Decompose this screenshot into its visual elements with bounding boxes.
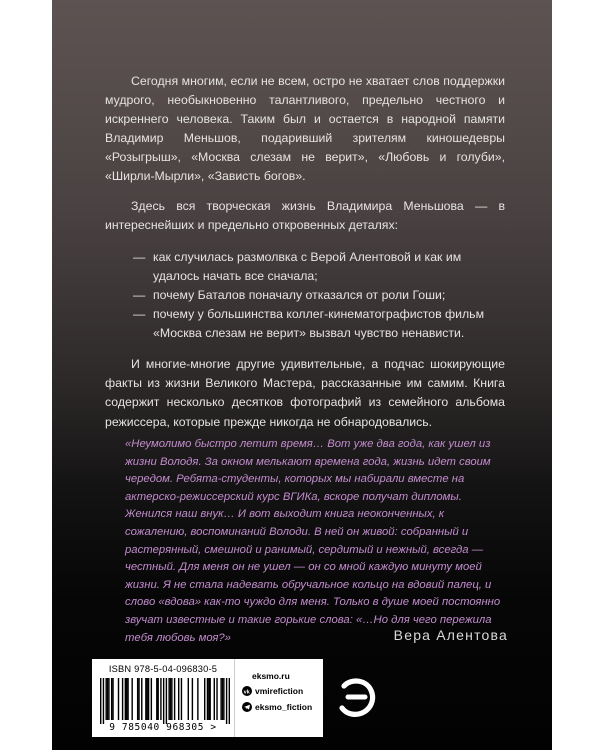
barcode-bar [111,678,112,720]
barcode-bar [141,678,142,720]
list-item-text: как случилась размолвка с Верой Алентовой и как им удалось начать все сначала; [153,249,462,283]
barcode-bar [112,678,113,720]
list-item [105,248,505,286]
barcode-bar [108,678,109,720]
vk-link[interactable] [242,686,303,696]
site-link[interactable]: eksmo.ru [252,671,290,681]
barcode-bar [145,678,146,720]
barcode-bar [220,678,221,720]
annotation-paragraph-2: Здесь вся творческая жизнь Владимира Меньшова — в интереснейших и предельно откровенных деталях: [105,198,505,232]
topics-list [105,248,505,343]
list-item [105,286,505,305]
barcode-bar [105,678,106,720]
dash-bullet: — [133,307,146,322]
list-item-text: почему у большинства коллег-кинематографистов фильм «Москва слезам не верит» вызвал чувство ненависти. [153,307,485,341]
barcode-bar [181,678,182,720]
barcode-bar [216,678,217,720]
barcode-bar [229,678,230,724]
barcode-bar [192,678,193,720]
barcode-bar [100,678,101,724]
barcode-bar [151,678,152,720]
annotation-paragraph-3: И многие-многие другие удивительные, а подчас шокирующие факты из жизни Великого Мастера, рассказанные им самим. Книга содержит несколько десятков фотографий из семейного альбома режиссера, которые прежде никогда не обнародовались. [105,357,505,429]
barcode-bar [209,678,210,720]
barcode-bar [197,678,198,720]
barcode-bars [100,678,230,724]
barcode-bar [163,678,164,724]
isbn-label: ISBN 978-5-04-096830-5 [108,664,218,674]
barcode-bar [118,678,119,720]
barcode-bar [160,678,161,720]
barcode-bar [188,678,189,720]
list-item [105,305,505,343]
barcode-bar [222,678,223,720]
quote-author: Вера Алентова [393,627,508,643]
barcode-bar [174,678,175,720]
list-item-text: почему Баталов поначалу отказался от роли Гоши; [153,287,446,302]
barcode-bar [131,678,132,720]
barcode-bar [223,678,224,720]
annotation-paragraph-1: Сегодня многим, если не всем, остро не хватает слов поддержки мудрого, необыкновенно талантливого, предельно честного и искреннего человека. Таким был и остается в народной памяти Владимир Меньшов, подаривший зрителям киношедевры «Розыгрыш», «Москва слезам не верит», «Любовь и голуби», «Ширли-Мырли», «Зависть богов». [105,74,505,184]
barcode-bar [156,678,157,720]
barcode-bar [168,678,169,720]
vk-icon [242,686,252,696]
annotation-text [105,72,505,445]
telegram-link[interactable] [242,702,312,712]
barcode-panel [92,659,234,737]
barcode-bar [122,678,123,720]
barcode-bar [226,678,227,724]
svg-text:vk: vk [243,689,250,696]
barcode-bar [147,678,148,720]
barcode-bar [178,678,179,720]
barcode-bar [126,678,127,720]
telegram-handle: eksmo_fiction [255,702,313,712]
book-back-cover [52,0,552,750]
barcode-bar [125,678,126,720]
vk-handle: vmirefiction [255,686,304,696]
quote-text: «Неумолимо быстро летит время… Вот уже два года, как ушел из жизни Володя. За окном мелькают времена года, жизнь идет своим чередом. Ребята-студенты, которых мы набирали вместе на актерско-режиссерский курс ВГИКа, вскоре получат дипломы. Женился наш внук… И вот выходит книга неоконченных, к сожалению, воспоминаний Володи. В ней он живой: собранный и растерянный, смешной и ранимый, сердитый и нежный, всегда — честный. Для меня он не ушел — он со мной каждую минуту моей жизни. Я не стала надевать обручальное кольцо на вдовий палец, и слово «вдова» как-то чуждо для меня. Только в душе моей постоянно звучат известные и такие горькие слова: «…Но для чего пережила тебя любовь моя?» [125,438,501,644]
barcode-bar [171,678,172,720]
barcode-number: 9 785040 968305 > [109,722,217,733]
eksmo-logo-icon [335,675,377,719]
quote-block [125,436,505,647]
dash-bullet: — [133,287,146,302]
barcode-bar [166,678,167,724]
barcode-bar [103,678,104,724]
barcode-bar [208,678,209,720]
barcode-bar [157,678,158,720]
barcode-bar [207,678,208,720]
telegram-icon [242,702,252,712]
barcode-bar [148,678,149,720]
barcode-bar [138,678,139,720]
barcode-bar [107,678,108,720]
social-panel [234,659,323,737]
barcode-bar [137,678,138,720]
dash-bullet: — [133,249,146,264]
barcode-bar [204,678,205,720]
barcode-bar [127,678,128,720]
barcode-bar [214,678,215,720]
barcode-bar [170,678,171,720]
